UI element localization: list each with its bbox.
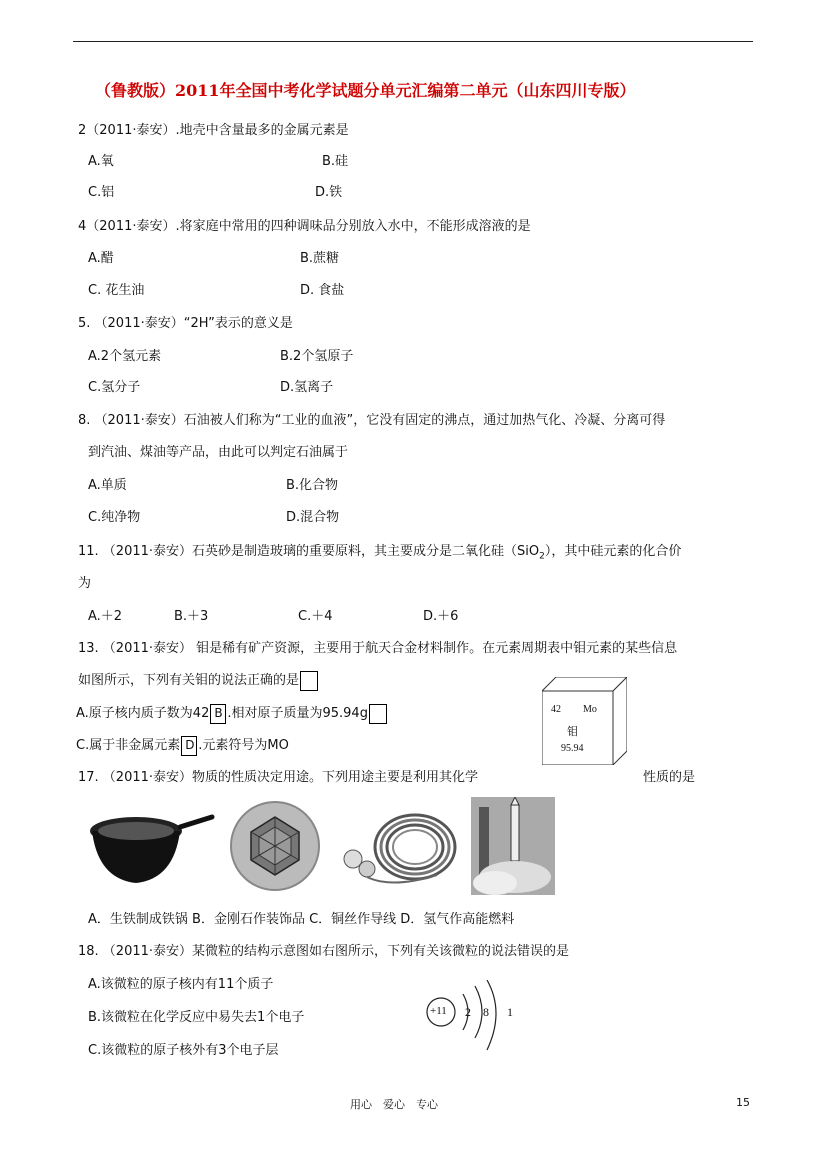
- q13-option-c: C.属于非金属元素: [76, 738, 181, 753]
- q2-option-d: D.铁: [315, 185, 343, 200]
- question-8-stem-line1: 8. （2011·泰安）石油被人们称为“工业的血液”，它没有固定的沸点，通过加热气化、冷凝、分离可得: [78, 413, 666, 428]
- q8-option-c: C.纯净物: [88, 510, 141, 525]
- atom-structure-diagram: [423, 980, 518, 1060]
- q13-option-a: A.原子核内质子数为42: [76, 706, 210, 721]
- atom-shell-1: 2: [465, 1005, 471, 1019]
- q4-option-a: A.醋: [88, 251, 114, 266]
- q4-option-d: D. 食盐: [300, 283, 345, 298]
- q2-option-b: B.硅: [322, 154, 349, 169]
- q4-option-b: B.蔗糖: [300, 251, 340, 266]
- rocket-launch-image: [471, 797, 555, 895]
- question-8-stem-line2: 到汽油、煤油等产品，由此可以判定石油属于: [88, 445, 349, 460]
- q11-option-d: D.＋6: [423, 609, 459, 624]
- q13-option-d: .元素符号为MO: [198, 738, 289, 753]
- tile-atomic-number: 42: [551, 704, 561, 715]
- page-number: 15: [736, 1096, 750, 1109]
- question-13-stem-line1: 13. （2011·泰安） 钼是稀有矿产资源，主要用于航天合金材料制作。在元素周期表中钼元素的某些信息: [78, 641, 678, 656]
- q18-option-c: C.该微粒的原子核外有3个电子层: [88, 1043, 279, 1058]
- q2-option-c: C.铝: [88, 185, 115, 200]
- q8-option-d: D.混合物: [286, 510, 340, 525]
- question-17-stem-part1: 17. （2011·泰安）物质的性质决定用途。下列用途主要是利用其化学: [78, 770, 479, 785]
- question-11-stem-line1: [78, 540, 681, 562]
- question-4-stem: 4（2011·泰安）.将家庭中常用的四种调味品分别放入水中，不能形成溶液的是: [78, 219, 531, 234]
- q13-options-ab: [76, 702, 388, 724]
- q5-option-c: C.氢分子: [88, 380, 141, 395]
- copper-wire-image: [337, 797, 462, 895]
- tile-name: 钼: [567, 725, 578, 738]
- atom-shell-3: 1: [507, 1005, 513, 1019]
- q13-stem-text: 如图所示，下列有关钼的说法正确的是: [78, 673, 300, 688]
- q11-option-b: B.＋3: [174, 609, 209, 624]
- tile-atomic-mass: 95.94: [561, 743, 584, 754]
- q18-option-b: B.该微粒在化学反应中易失去1个电子: [88, 1010, 305, 1025]
- q17-options: A．生铁制成铁锅 B．金刚石作装饰品 C．铜丝作导线 D．氢气作高能燃料: [88, 912, 515, 927]
- q11-option-c: C.＋4: [298, 609, 333, 624]
- q5-option-a: A.2个氢元素: [88, 349, 162, 364]
- atom-shell-2: 8: [483, 1005, 489, 1019]
- question-13-stem-line2: [78, 669, 319, 691]
- q11-stem-part2: ），其中硅元素的化合价: [544, 544, 682, 559]
- atom-nucleus-charge: +11: [430, 1005, 447, 1017]
- q11-stem-part1: 11. （2011·泰安）石英砂是制造玻璃的重要原料，其主要成分是二氧化硅（SiO: [78, 544, 540, 559]
- element-tile-molybdenum: [542, 677, 627, 765]
- question-5-stem: 5. （2011·泰安）“2H”表示的意义是: [78, 316, 293, 331]
- q4-option-c: C. 花生油: [88, 283, 145, 298]
- tile-symbol: Mo: [583, 704, 597, 715]
- q13-option-d-letter: D: [185, 737, 195, 752]
- q13-option-b: .相对原子质量为95.94g: [227, 706, 368, 721]
- question-18-stem: 18. （2011·泰安）某微粒的结构示意图如右图所示，下列有关该微粒的说法错误的是: [78, 944, 570, 959]
- q2-option-a: A.氧: [88, 154, 114, 169]
- q11-subscript: 2: [539, 551, 545, 562]
- answer-box: [300, 671, 318, 691]
- question-11-stem-line2: 为: [78, 576, 92, 591]
- q13-options-cd: [76, 734, 289, 756]
- q18-option-a: A.该微粒的原子核内有11个质子: [88, 977, 274, 992]
- answer-box: [369, 704, 387, 724]
- q13-option-b-letter: B: [214, 705, 223, 720]
- wok-image: [88, 797, 216, 895]
- q11-option-a: A.＋2: [88, 609, 123, 624]
- q5-option-b: B.2个氢原子: [280, 349, 354, 364]
- q8-option-b: B.化合物: [286, 478, 339, 493]
- answer-box: [210, 704, 226, 724]
- q5-option-d: D.氢离子: [280, 380, 334, 395]
- question-2-stem: 2（2011·泰安）.地壳中含量最多的金属元素是: [78, 123, 349, 138]
- question-17-stem-part2: 性质的是: [643, 770, 696, 785]
- header-rule: [73, 41, 753, 42]
- answer-box: [181, 736, 197, 756]
- page-title: （鲁教版）2011年全国中考化学试题分单元汇编第二单元（山东四川专版）: [95, 81, 636, 100]
- diamond-image: [229, 797, 321, 895]
- q8-option-a: A.单质: [88, 478, 127, 493]
- footer-motto: 用心 爱心 专心: [350, 1098, 438, 1111]
